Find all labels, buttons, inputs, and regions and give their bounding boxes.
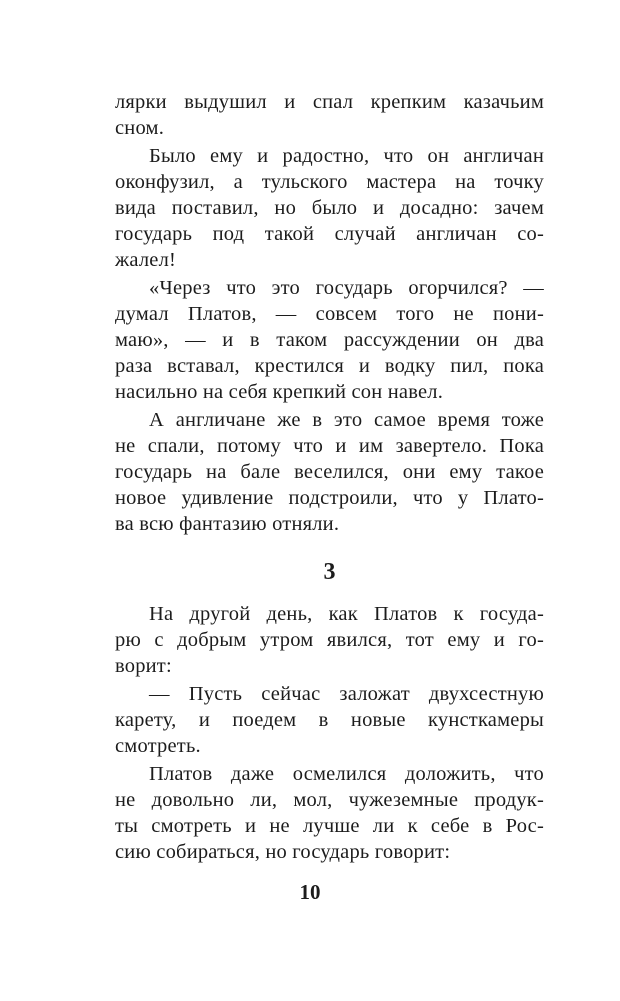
text-line: сном.	[115, 117, 165, 139]
paragraph	[115, 407, 544, 537]
text-line: А англичане же в это самое время тоже	[149, 409, 544, 431]
text-line: ты смотреть и не лучше ли к себе в Рос-	[115, 815, 544, 837]
paragraph	[115, 275, 544, 405]
text-line: ва всю фантазию отняли.	[115, 513, 340, 535]
text-line: государь под такой случай англичан со-	[115, 223, 544, 245]
text-line: карету, и поедем в новые кунсткамеры	[115, 709, 544, 731]
text-line: оконфузил, а тульского мастера на точку	[115, 171, 544, 193]
text-line: вида поставил, но было и досадно: зачем	[115, 197, 544, 219]
page-body	[115, 89, 544, 865]
text-line: новое удивление подстроили, что у Плато-	[115, 487, 544, 509]
text-line: ворит:	[115, 655, 172, 677]
text-line: «Через что это государь огорчился? —	[149, 277, 544, 299]
paragraph	[115, 89, 544, 141]
text-line: насильно на себя крепкий сон навел.	[115, 381, 444, 403]
paragraph	[115, 143, 544, 273]
text-line: не спали, потому что и им завертело. Пока	[115, 435, 544, 457]
paragraph	[115, 761, 544, 865]
text-before-chapter	[115, 89, 544, 537]
text-line: не довольно ли, мол, чужеземные продук-	[115, 789, 544, 811]
text-line: — Пусть сейчас заложат двухсестную	[149, 683, 544, 705]
text-line: Было ему и радостно, что он англичан	[149, 145, 544, 167]
text-after-chapter	[115, 601, 544, 865]
text-line: жалел!	[115, 249, 177, 271]
paragraph	[115, 681, 544, 759]
text-line: раза вставал, крестился и водку пил, пока	[115, 355, 544, 377]
text-line: лярки выдушил и спал крепким казачьим	[115, 91, 544, 113]
paragraph	[115, 601, 544, 679]
text-line: рю с добрым утром явился, тот ему и го-	[115, 629, 544, 651]
text-line: На другой день, как Платов к госуда-	[149, 603, 544, 625]
text-line: государь на бале веселился, они ему такое	[115, 461, 544, 483]
text-line: думал Платов, — совсем того не пони-	[115, 303, 544, 325]
text-line: маю», — и в таком рассуждении он два	[115, 329, 544, 351]
chapter-heading: 3	[323, 559, 336, 585]
text-line: Платов даже осмелился доложить, что	[149, 763, 544, 785]
text-line: сию собираться, но государь говорит:	[115, 841, 451, 863]
page-number: 10	[299, 880, 321, 904]
text-line: смотреть.	[115, 735, 201, 757]
